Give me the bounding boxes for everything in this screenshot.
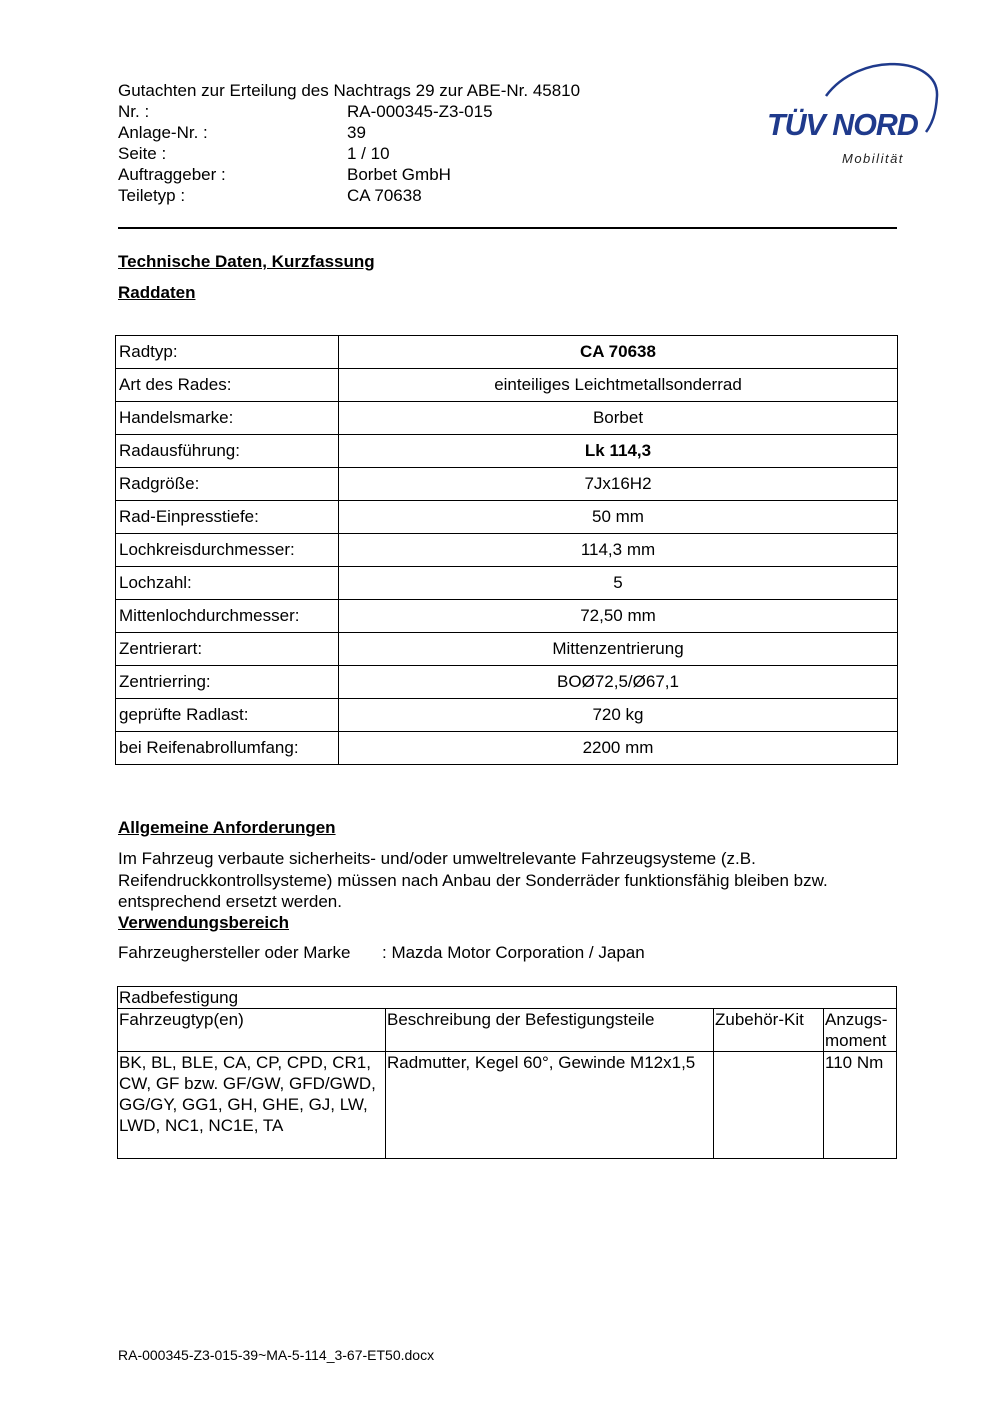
row-value: 720 kg: [339, 699, 898, 732]
table-row: [116, 567, 898, 600]
table-row: [118, 1052, 897, 1159]
header-value: 39: [347, 123, 366, 142]
table-row: [116, 468, 898, 501]
row-value: 50 mm: [339, 501, 898, 534]
table-row: [116, 336, 898, 369]
row-value: Lk 114,3: [339, 435, 898, 468]
row-label: Mittenlochdurchmesser:: [116, 600, 339, 633]
header-label: Auftraggeber :: [118, 165, 226, 184]
row-value: 72,50 mm: [339, 600, 898, 633]
document-title: Gutachten zur Erteilung des Nachtrags 29 zur ABE-Nr. 45810: [118, 81, 581, 100]
verwendung-title: Verwendungsbereich: [118, 913, 289, 932]
header-label: Seite :: [118, 144, 167, 163]
row-label: Radausführung:: [116, 435, 339, 468]
header-label: Anlage-Nr. :: [118, 123, 208, 142]
column-header: Zubehör-Kit: [714, 1009, 824, 1052]
row-label: Radtyp:: [116, 336, 339, 369]
allgemeine-title: Allgemeine Anforderungen: [118, 818, 336, 837]
tuv-nord-logo: [764, 56, 944, 171]
table-row: [116, 534, 898, 567]
header-label: Nr. :: [118, 102, 150, 121]
manufacturer-line: [118, 943, 645, 963]
table-row: [116, 501, 898, 534]
row-label: Zentrierring:: [116, 666, 339, 699]
footer-filename: RA-000345-Z3-015-39~MA-5-114_3-67-ET50.docx: [118, 1347, 435, 1363]
row-value: einteiliges Leichtmetallsonderrad: [339, 369, 898, 402]
table-row: [116, 699, 898, 732]
manufacturer-label: Fahrzeughersteller oder Marke: [118, 943, 351, 962]
row-label: Zentrierart:: [116, 633, 339, 666]
row-label: Lochzahl:: [116, 567, 339, 600]
column-header: Anzugs- moment: [824, 1009, 897, 1052]
tightening-torque: 110 Nm: [824, 1052, 897, 1159]
column-header: Fahrzeugtyp(en): [118, 1009, 386, 1052]
header-divider: [118, 227, 897, 229]
header-value: 1 / 10: [347, 144, 390, 163]
row-value: Borbet: [339, 402, 898, 435]
document-header: [118, 80, 580, 206]
row-label: Handelsmarke:: [116, 402, 339, 435]
table-row: [116, 666, 898, 699]
row-label: bei Reifenabrollumfang:: [116, 732, 339, 765]
row-value: 5: [339, 567, 898, 600]
row-label: Rad-Einpresstiefe:: [116, 501, 339, 534]
column-header: Beschreibung der Befestigungsteile: [386, 1009, 714, 1052]
table-row: [116, 732, 898, 765]
row-label: Lochkreisdurchmesser:: [116, 534, 339, 567]
table-row: [116, 369, 898, 402]
header-value: RA-000345-Z3-015: [347, 102, 493, 121]
vehicle-types: BK, BL, BLE, CA, CP, CPD, CR1, CW, GF bzw. GF/GW, GFD/GWD, GG/GY, GG1, GH, GHE, GJ, LW, LWD, NC1, NC1E, TA: [118, 1052, 386, 1159]
radbefestigung-title: Radbefestigung: [118, 987, 897, 1009]
accessory-kit: [714, 1052, 824, 1159]
fastener-description: Radmutter, Kegel 60°, Gewinde M12x1,5: [386, 1052, 714, 1159]
row-label: geprüfte Radlast:: [116, 699, 339, 732]
row-value: 7Jx16H2: [339, 468, 898, 501]
table-header-row: [118, 1009, 897, 1052]
header-label: Teiletyp :: [118, 186, 186, 205]
table-row: [116, 600, 898, 633]
allgemeine-text: Im Fahrzeug verbaute sicherheits- und/oder umweltrelevante Fahrzeugsysteme (z.B. Reifendruckkontrollsysteme) müssen nach Anbau der Sonderräder funktionsfähig bleiben bzw. entsprechend ersetzt werden.: [118, 849, 828, 911]
raddaten-title: Raddaten: [118, 283, 196, 302]
header-row-teiletyp: [118, 185, 580, 206]
raddaten-table: [115, 335, 898, 765]
row-value: Mittenzentrierung: [339, 633, 898, 666]
header-row-seite: [118, 143, 580, 164]
row-value: 114,3 mm: [339, 534, 898, 567]
header-row-nr: [118, 101, 580, 122]
header-value: Borbet GmbH: [347, 165, 451, 184]
table-title-row: [118, 987, 897, 1009]
header-row-anlage: [118, 122, 580, 143]
manufacturer-value: : Mazda Motor Corporation / Japan: [382, 943, 645, 962]
logo-brand: TÜV NORD: [767, 107, 918, 142]
row-value: CA 70638: [339, 336, 898, 369]
row-value: BOØ72,5/Ø67,1: [339, 666, 898, 699]
header-value: CA 70638: [347, 186, 422, 205]
row-label: Art des Rades:: [116, 369, 339, 402]
logo-subtitle: Mobilität: [842, 151, 904, 166]
radbefestigung-table: [117, 986, 897, 1159]
table-row: [116, 402, 898, 435]
header-row-auftraggeber: [118, 164, 580, 185]
table-row: [116, 435, 898, 468]
section-title: Technische Daten, Kurzfassung: [118, 252, 375, 271]
row-label: Radgröße:: [116, 468, 339, 501]
row-value: 2200 mm: [339, 732, 898, 765]
table-row: [116, 633, 898, 666]
